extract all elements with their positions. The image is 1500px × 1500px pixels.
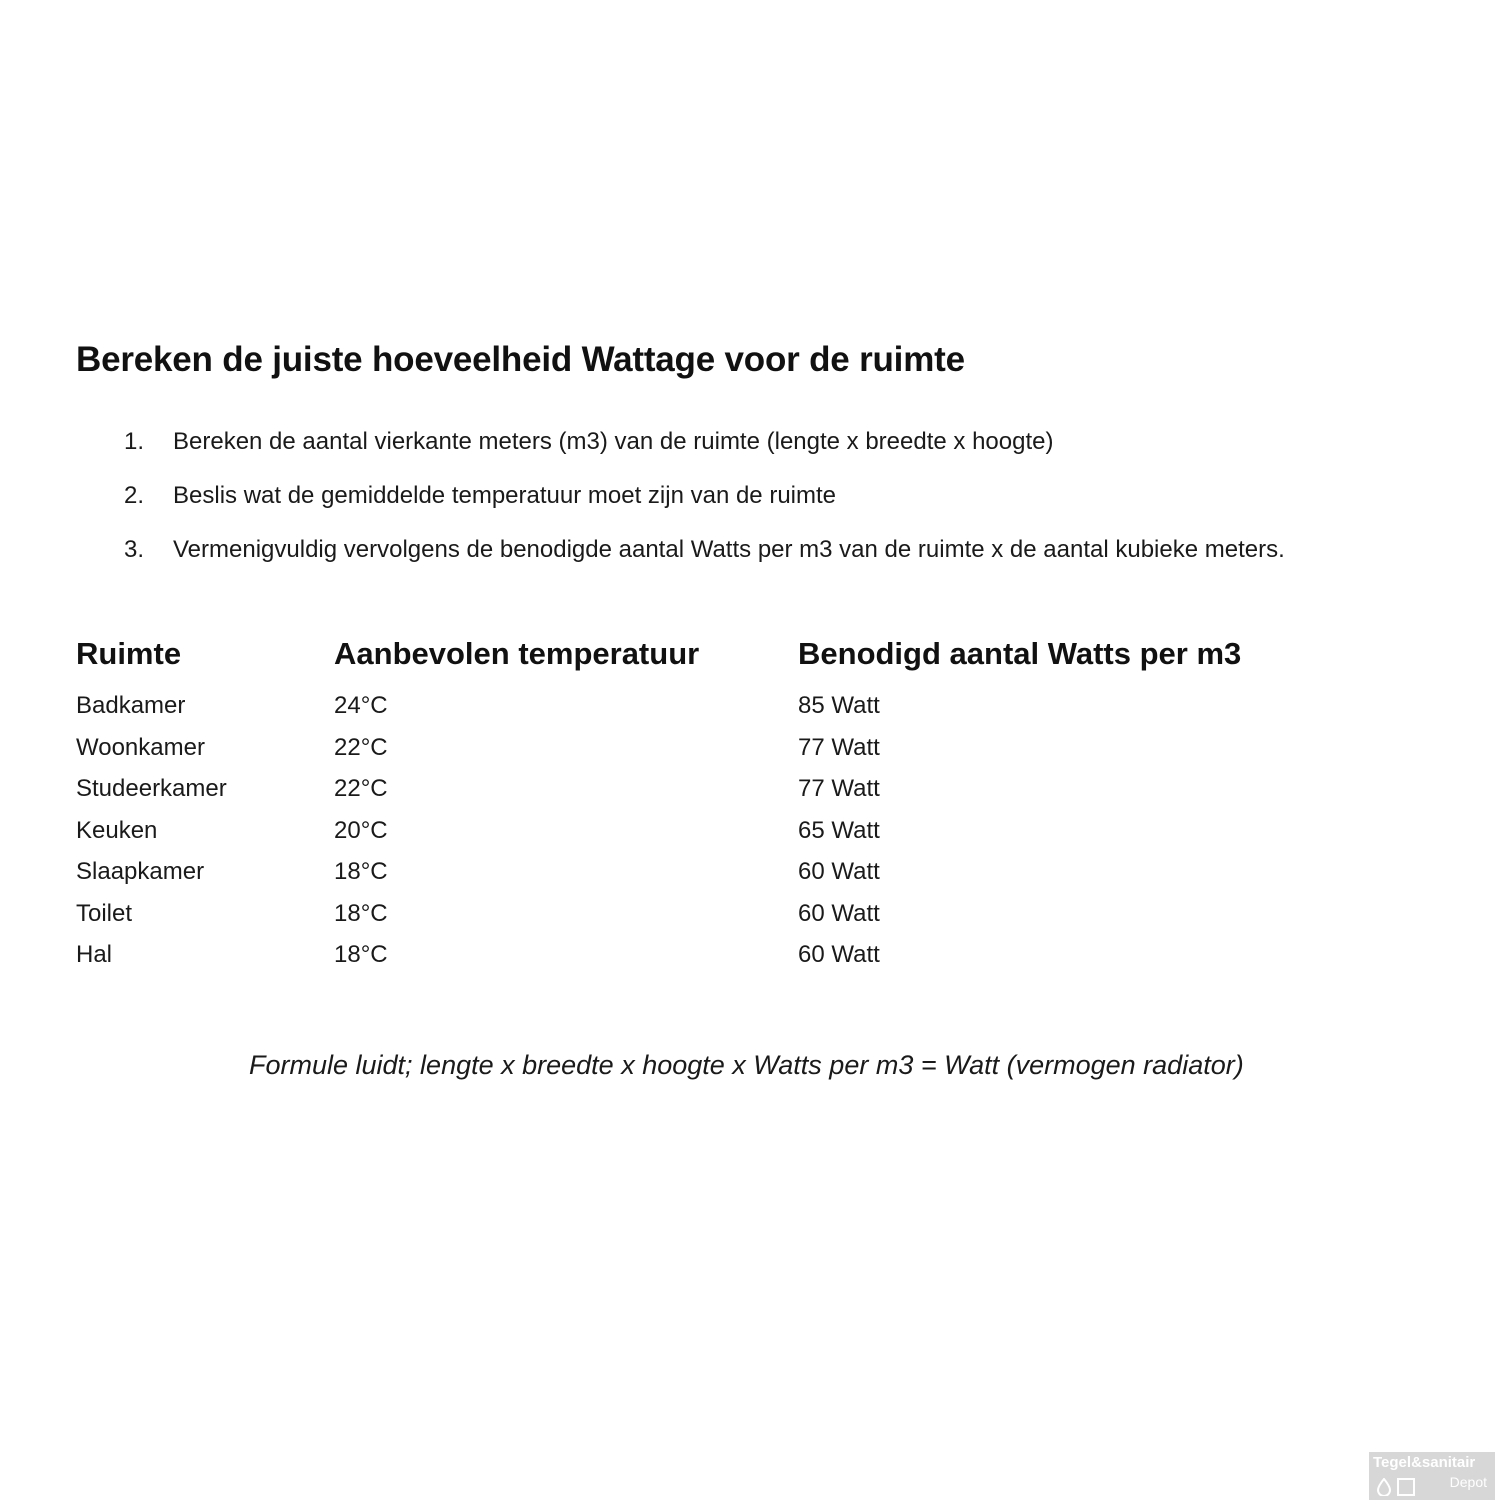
- watts-cell: 85 Watt: [798, 692, 880, 719]
- step-number: 3.: [124, 536, 145, 563]
- room-cell: Hal: [76, 941, 113, 968]
- step-text: Beslis wat de gemiddelde temperatuur moet zijn van de ruimte: [173, 482, 836, 509]
- room-cell: Studeerkamer: [76, 775, 227, 802]
- water-drop-icon: [1377, 1478, 1391, 1496]
- watts-cell: 60 Watt: [798, 941, 880, 968]
- tile-icon: [1397, 1478, 1415, 1496]
- temperature-cell: 20°C: [334, 816, 388, 844]
- column-header-temperature: Aanbevolen temperatuur: [334, 636, 700, 671]
- watermark-line-2: Depot: [1449, 1474, 1487, 1490]
- column-header-watts: Benodigd aantal Watts per m3: [798, 636, 1242, 671]
- temperature-cell: 18°C: [334, 858, 388, 885]
- room-cell: Keuken: [76, 816, 158, 844]
- watts-cell: 65 Watt: [798, 816, 880, 844]
- temperature-cell: 18°C: [334, 899, 388, 927]
- temperature-cell: 22°C: [334, 775, 388, 802]
- step-number: 1.: [124, 428, 145, 455]
- watermark-logo: [1369, 1452, 1495, 1500]
- room-cell: Badkamer: [76, 692, 186, 719]
- watts-cell: 60 Watt: [798, 858, 880, 885]
- step-text: Vermenigvuldig vervolgens de benodigde aantal Watts per m3 van de ruimte x de aantal kubieke meters.: [173, 536, 1285, 563]
- temperature-cell: 24°C: [334, 692, 388, 719]
- step-number: 2.: [124, 482, 145, 509]
- temperature-cell: 22°C: [334, 733, 388, 761]
- temperature-cell: 18°C: [334, 941, 388, 968]
- room-cell: Woonkamer: [76, 733, 205, 761]
- watts-cell: 77 Watt: [798, 733, 880, 761]
- formula-text: Formule luidt; lengte x breedte x hoogte x Watts per m3 = Watt (vermogen radiator): [249, 1050, 1244, 1080]
- watermark-line-1: Tegel&sanitair: [1373, 1454, 1476, 1471]
- room-cell: Slaapkamer: [76, 858, 205, 885]
- watts-cell: 60 Watt: [798, 899, 880, 927]
- page-title: Bereken de juiste hoeveelheid Wattage voor de ruimte: [76, 340, 965, 379]
- column-header-room: Ruimte: [76, 636, 182, 671]
- step-text: Bereken de aantal vierkante meters (m3) van de ruimte (lengte x breedte x hoogte): [173, 428, 1054, 455]
- room-cell: Toilet: [76, 899, 133, 927]
- watts-cell: 77 Watt: [798, 775, 880, 802]
